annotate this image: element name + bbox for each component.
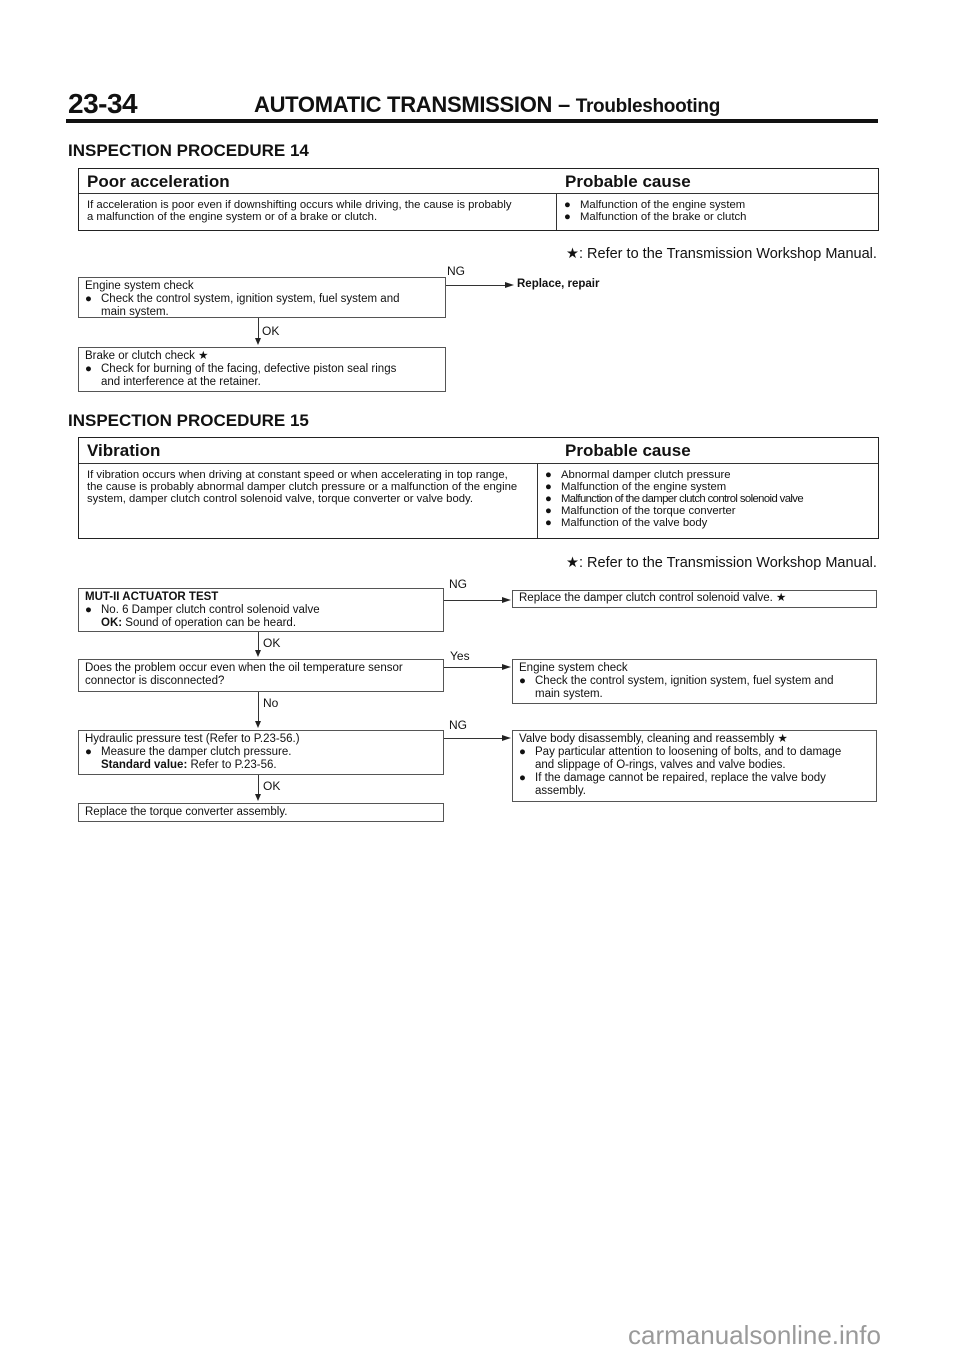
arrow-right-icon (502, 735, 511, 741)
star-icon: ★ (775, 592, 787, 604)
connector-line (258, 318, 259, 339)
yes-label: Yes (450, 649, 470, 663)
step-title: Replace the torque converter assembly. (85, 806, 288, 818)
proc14-ng-result: Replace, repair (517, 278, 600, 290)
proc14-symptom-text (87, 199, 511, 223)
bullet-icon: ● (85, 363, 92, 375)
ok-label: OK (262, 324, 280, 338)
no-label: No (263, 696, 279, 710)
proc15-cause-table (78, 437, 879, 539)
star-note: ★: Refer to the Transmission Workshop Manual. (566, 555, 877, 571)
bullet-icon: ● (85, 746, 92, 758)
proc15-causes (545, 469, 803, 529)
list-item: ● Malfunction of the valve body (545, 517, 708, 529)
proc14-cause-head: Probable cause (565, 172, 691, 191)
cause-divider (537, 463, 538, 538)
step-bullet: ● Pay particular attention to loosening of bolts, and to damage (519, 746, 842, 758)
symptom-line: system, damper clutch control solenoid valve, torque converter or valve body. (87, 493, 473, 505)
step-cont: and interference at the retainer. (101, 376, 261, 388)
step-title: Hydraulic pressure test (Refer to P.23-56.) (85, 733, 300, 745)
bullet-icon: ● (519, 675, 526, 687)
list-item: ● Malfunction of the engine system (545, 481, 727, 493)
step-title: Engine system check (519, 662, 628, 674)
proc14-causes (564, 199, 746, 223)
bullet-icon: ● (85, 293, 92, 305)
bullet-icon: ● (85, 604, 92, 616)
proc15-step2-box (78, 659, 444, 692)
title-sub: Troubleshooting (575, 96, 721, 117)
bullet-icon: ● (545, 469, 552, 481)
bullet-icon: ● (519, 746, 526, 758)
proc14-cause-table (78, 168, 879, 231)
question-line: Does the problem occur even when the oil temperature sensor (85, 662, 403, 674)
proc15-cause-head: Probable cause (565, 441, 691, 460)
step-bullet: ● If the damage cannot be repaired, replace the valve body (519, 772, 826, 784)
ng-label: NG (449, 718, 467, 732)
page-title (254, 92, 720, 118)
ok-label: OK (263, 636, 281, 650)
step-bullet: ● No. 6 Damper clutch control solenoid valve (85, 604, 320, 616)
title-main: AUTOMATIC TRANSMISSION (254, 92, 553, 117)
proc15-symptom-text (87, 469, 517, 505)
step-cont: main system. (535, 688, 603, 700)
step-title: Valve body disassembly, cleaning and reassembly ★ (519, 733, 788, 745)
step-title: Engine system check (85, 280, 194, 292)
proc15-step3-box (78, 730, 444, 775)
step-title: MUT-II ACTUATOR TEST (85, 591, 219, 603)
proc15-yes-result-box (512, 659, 877, 704)
proc14-step1-box (78, 277, 446, 318)
proc15-step1-box (78, 588, 444, 632)
bullet-icon: ● (545, 505, 552, 517)
page-number: 23-34 (68, 88, 138, 119)
arrow-right-icon (502, 597, 511, 603)
symptom-line: If vibration occurs when driving at constant speed or when accelerating in top range, (87, 469, 508, 481)
list-item: ● Malfunction of the torque converter (545, 505, 736, 517)
proc14-step2-box (78, 347, 446, 392)
connector-line (258, 692, 259, 722)
step-ok: OK: Sound of operation can be heard. (101, 617, 297, 629)
step-cont: and slippage of O-rings, valves and valve bodies. (535, 759, 786, 771)
connector-line (444, 738, 502, 739)
proc15-symptom-head: Vibration (87, 441, 161, 460)
list-item: ● Malfunction of the engine system (564, 199, 746, 211)
symptom-line: If acceleration is poor even if downshifting occurs while driving, the cause is probably (87, 199, 512, 211)
bullet-icon: ● (564, 211, 571, 223)
step-title: Brake or clutch check ★ (85, 350, 209, 362)
cause-divider (556, 193, 557, 230)
proc15-ng-result-box-2 (512, 730, 877, 802)
question-line: connector is disconnected? (85, 675, 225, 687)
ok-label: OK (263, 779, 281, 793)
connector-line (258, 632, 259, 651)
bullet-icon: ● (564, 199, 571, 211)
ng-label: NG (447, 264, 465, 278)
arrow-down-icon (255, 721, 261, 728)
arrow-down-icon (255, 794, 261, 801)
connector-line (444, 667, 502, 668)
arrow-down-icon (255, 338, 261, 345)
bullet-icon: ● (545, 481, 552, 493)
arrow-down-icon (255, 650, 261, 657)
symptom-line: the cause is probably abnormal damper clutch pressure or a malfunction of the engine (87, 481, 518, 493)
list-item: ● Abnormal damper clutch pressure (545, 469, 731, 481)
header-rule (66, 119, 878, 123)
cause-rule (79, 193, 878, 194)
step-bullet: ● Check the control system, ignition system, fuel system and (85, 293, 400, 305)
step-cont: main system. (101, 306, 169, 318)
symptom-line: a malfunction of the engine system or of a brake or clutch. (87, 211, 378, 223)
proc15-ng-result-box (512, 590, 877, 608)
proc14-symptom-head: Poor acceleration (87, 172, 230, 191)
step-bullet: ● Check the control system, ignition system, fuel system and (519, 675, 834, 687)
proc15-step4-box (78, 803, 444, 822)
step-std: Standard value: Refer to P.23-56. (101, 759, 277, 771)
bullet-icon: ● (545, 493, 552, 505)
ng-label: NG (449, 577, 467, 591)
result-text: Replace the damper clutch control solenoid valve. ★ (519, 592, 787, 604)
connector-line (446, 285, 506, 286)
step-bullet: ● Check for burning of the facing, defective piston seal rings (85, 363, 397, 375)
star-note: ★: Refer to the Transmission Workshop Manual. (566, 246, 877, 262)
proc14-title: INSPECTION PROCEDURE 14 (68, 141, 309, 160)
bullet-icon: ● (519, 772, 526, 784)
arrow-right-icon (505, 282, 514, 288)
step-cont: assembly. (535, 785, 586, 797)
watermark: carmanualsonline.info (628, 1320, 881, 1350)
list-item: ● Malfunction of the damper clutch control solenoid valve (545, 493, 804, 505)
arrow-right-icon (502, 664, 511, 670)
star-icon: ★ (198, 350, 209, 362)
step-bullet: ● Measure the damper clutch pressure. (85, 746, 292, 758)
bullet-icon: ● (545, 517, 552, 529)
proc15-title: INSPECTION PROCEDURE 15 (68, 411, 309, 430)
title-dash: – (557, 92, 570, 117)
connector-line (444, 600, 502, 601)
connector-line (258, 775, 259, 795)
cause-rule (79, 463, 878, 464)
star-icon: ★ (777, 733, 788, 745)
list-item: ● Malfunction of the brake or clutch (564, 211, 747, 223)
